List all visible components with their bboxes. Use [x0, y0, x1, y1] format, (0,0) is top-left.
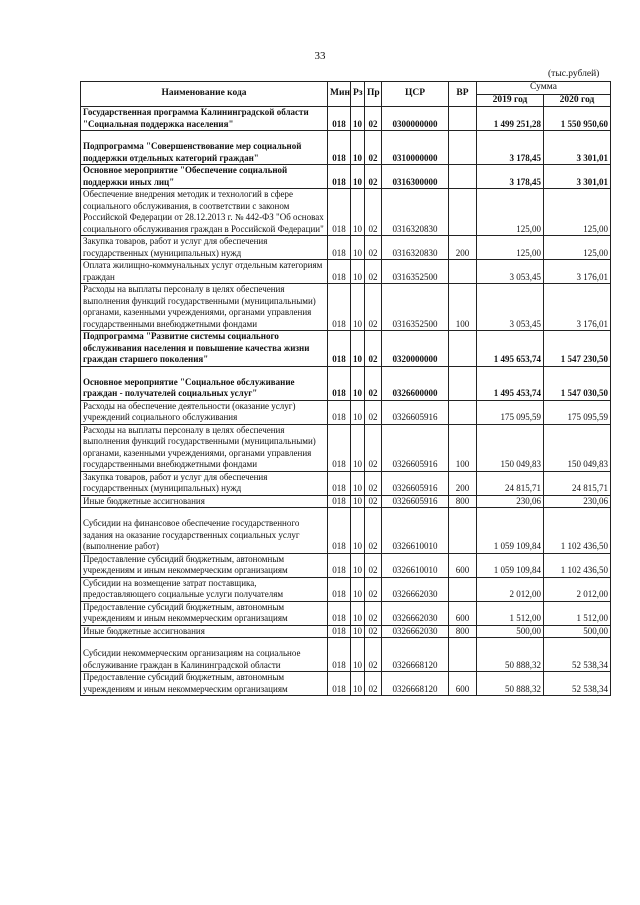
- row-2020: 3 176,01: [544, 260, 611, 284]
- row-rz: 10: [351, 260, 365, 284]
- row-min: 018: [328, 553, 351, 577]
- row-rz: 10: [351, 107, 365, 131]
- row-csr: 0310000000: [382, 131, 449, 165]
- row-rz: 10: [351, 424, 365, 471]
- row-pr: 02: [365, 400, 382, 424]
- table-row: [81, 165, 611, 189]
- row-rz: 10: [351, 471, 365, 495]
- row-min: 018: [328, 260, 351, 284]
- row-2019: 230,06: [477, 495, 544, 508]
- table-row: [81, 131, 611, 165]
- row-name: Предоставление субсидий бюджетным, автономным учреждениям и иным некоммерческим организациям: [81, 672, 328, 696]
- row-min: 018: [328, 107, 351, 131]
- row-2020: 175 095,59: [544, 400, 611, 424]
- table-row: [81, 495, 611, 508]
- row-min: 018: [328, 165, 351, 189]
- row-2019: 125,00: [477, 189, 544, 236]
- row-2019: 50 888,32: [477, 672, 544, 696]
- row-rz: 10: [351, 638, 365, 672]
- row-2019: 1 495 653,74: [477, 331, 544, 367]
- row-vr: [449, 107, 477, 131]
- row-name: Иные бюджетные ассигнования: [81, 495, 328, 508]
- row-vr: [449, 508, 477, 554]
- units-label: (тыс.рублей): [548, 69, 600, 79]
- row-name: Расходы на обеспечение деятельности (оказание услуг) учреждений социального обслуживания: [81, 400, 328, 424]
- row-min: 018: [328, 625, 351, 638]
- row-2020: 1 102 436,50: [544, 553, 611, 577]
- row-csr: 0326662030: [382, 577, 449, 601]
- row-2020: 3 301,01: [544, 165, 611, 189]
- budget-table: [80, 81, 611, 696]
- row-min: 018: [328, 577, 351, 601]
- row-2020: 1 512,00: [544, 601, 611, 625]
- row-2020: 24 815,71: [544, 471, 611, 495]
- row-name: Закупка товаров, работ и услуг для обеспечения государственных (муниципальных) нужд: [81, 236, 328, 260]
- table-row: [81, 577, 611, 601]
- table-row: [81, 471, 611, 495]
- header-min: Мин: [328, 82, 351, 107]
- row-pr: 02: [365, 601, 382, 625]
- row-csr: 0316352500: [382, 284, 449, 331]
- row-csr: 0326610010: [382, 553, 449, 577]
- row-pr: 02: [365, 672, 382, 696]
- row-name: Обеспечение внедрения методик и технологий в сфере социального обслуживания, в соответствии с законом Российской Федерации от 28.12.2013 г. № 442-ФЗ "Об основах социального обслуживания граждан в Российской Федерации": [81, 189, 328, 236]
- row-pr: 02: [365, 284, 382, 331]
- table-row: [81, 331, 611, 367]
- row-rz: 10: [351, 495, 365, 508]
- row-2020: 125,00: [544, 189, 611, 236]
- row-name: Оплата жилищно-коммунальных услуг отдельным категориям граждан: [81, 260, 328, 284]
- row-2020: 1 102 436,50: [544, 508, 611, 554]
- row-rz: 10: [351, 284, 365, 331]
- table-row: [81, 236, 611, 260]
- row-min: 018: [328, 672, 351, 696]
- row-csr: 0326605916: [382, 471, 449, 495]
- row-name: Иные бюджетные ассигнования: [81, 625, 328, 638]
- row-vr: [449, 260, 477, 284]
- row-pr: 02: [365, 638, 382, 672]
- table-row: [81, 107, 611, 131]
- row-vr: [449, 400, 477, 424]
- row-rz: 10: [351, 366, 365, 400]
- row-name: Субсидии на финансовое обеспечение государственного задания на оказание государственных социальных услуг (выполнение работ): [81, 508, 328, 554]
- row-vr: [449, 165, 477, 189]
- table-body: [81, 107, 611, 696]
- row-csr: 0316320830: [382, 189, 449, 236]
- header-2020: 2020 год: [544, 94, 611, 107]
- row-vr: 100: [449, 284, 477, 331]
- row-rz: 10: [351, 577, 365, 601]
- row-csr: 0326605916: [382, 400, 449, 424]
- row-rz: 10: [351, 400, 365, 424]
- row-2020: 52 538,34: [544, 672, 611, 696]
- row-csr: 0320000000: [382, 331, 449, 367]
- row-csr: 0326662030: [382, 601, 449, 625]
- row-2019: 2 012,00: [477, 577, 544, 601]
- table-row: [81, 424, 611, 471]
- row-pr: 02: [365, 471, 382, 495]
- row-csr: 0326662030: [382, 625, 449, 638]
- row-2019: 1 499 251,28: [477, 107, 544, 131]
- table-row: [81, 260, 611, 284]
- row-pr: 02: [365, 495, 382, 508]
- row-pr: 02: [365, 577, 382, 601]
- row-2020: 1 550 950,60: [544, 107, 611, 131]
- header-csr: ЦСР: [382, 82, 449, 107]
- row-name: Закупка товаров, работ и услуг для обеспечения государственных (муниципальных) нужд: [81, 471, 328, 495]
- row-2020: 125,00: [544, 236, 611, 260]
- row-rz: 10: [351, 165, 365, 189]
- header-rz: Рз: [351, 82, 365, 107]
- row-2019: 3 053,45: [477, 260, 544, 284]
- table-row: [81, 366, 611, 400]
- row-vr: 600: [449, 601, 477, 625]
- header-sum: Сумма: [477, 82, 611, 95]
- row-csr: 0326605916: [382, 424, 449, 471]
- header-name: Наименование кода: [81, 82, 328, 107]
- row-rz: 10: [351, 625, 365, 638]
- row-pr: 02: [365, 189, 382, 236]
- row-2020: 2 012,00: [544, 577, 611, 601]
- row-name: Подпрограмма "Совершенствование мер социальной поддержки отдельных категорий граждан": [81, 131, 328, 165]
- row-min: 018: [328, 189, 351, 236]
- row-min: 018: [328, 508, 351, 554]
- row-csr: 0326668120: [382, 638, 449, 672]
- row-vr: 200: [449, 471, 477, 495]
- row-min: 018: [328, 366, 351, 400]
- row-rz: 10: [351, 189, 365, 236]
- row-min: 018: [328, 400, 351, 424]
- row-rz: 10: [351, 601, 365, 625]
- row-pr: 02: [365, 131, 382, 165]
- page-number: 33: [314, 50, 326, 62]
- row-pr: 02: [365, 508, 382, 554]
- row-rz: 10: [351, 553, 365, 577]
- row-2019: 3 178,45: [477, 165, 544, 189]
- table-row: [81, 189, 611, 236]
- row-min: 018: [328, 284, 351, 331]
- row-name: Расходы на выплаты персоналу в целях обеспечения выполнения функций государственными (муниципальными) органами, казенными учреждениями, органами управления государственными внебюджетными фондами: [81, 424, 328, 471]
- row-rz: 10: [351, 508, 365, 554]
- row-2019: 50 888,32: [477, 638, 544, 672]
- row-csr: 0326605916: [382, 495, 449, 508]
- row-2020: 1 547 030,50: [544, 366, 611, 400]
- table-row: [81, 553, 611, 577]
- row-csr: 0326610010: [382, 508, 449, 554]
- row-2019: 1 059 109,84: [477, 508, 544, 554]
- row-csr: 0300000000: [382, 107, 449, 131]
- row-2019: 500,00: [477, 625, 544, 638]
- table-row: [81, 672, 611, 696]
- row-2019: 1 512,00: [477, 601, 544, 625]
- table-row: [81, 400, 611, 424]
- row-vr: 100: [449, 424, 477, 471]
- row-pr: 02: [365, 625, 382, 638]
- row-vr: 600: [449, 672, 477, 696]
- row-rz: 10: [351, 331, 365, 367]
- row-2020: 500,00: [544, 625, 611, 638]
- row-min: 018: [328, 495, 351, 508]
- row-name: Субсидии на возмещение затрат поставщика, предоставляющего социальные услуги получателям: [81, 577, 328, 601]
- row-2019: 150 049,83: [477, 424, 544, 471]
- header-vr: ВР: [449, 82, 477, 107]
- row-2020: 52 538,34: [544, 638, 611, 672]
- row-2019: 24 815,71: [477, 471, 544, 495]
- row-pr: 02: [365, 107, 382, 131]
- row-vr: [449, 366, 477, 400]
- row-pr: 02: [365, 424, 382, 471]
- row-csr: 0316300000: [382, 165, 449, 189]
- row-pr: 02: [365, 260, 382, 284]
- row-csr: 0316320830: [382, 236, 449, 260]
- row-name: Основное мероприятие "Социальное обслуживание граждан - получателей социальных услуг": [81, 366, 328, 400]
- row-min: 018: [328, 471, 351, 495]
- row-2019: 125,00: [477, 236, 544, 260]
- row-2019: 1 059 109,84: [477, 553, 544, 577]
- row-2020: 230,06: [544, 495, 611, 508]
- row-min: 018: [328, 236, 351, 260]
- row-2019: 3 053,45: [477, 284, 544, 331]
- row-vr: 600: [449, 553, 477, 577]
- row-rz: 10: [351, 672, 365, 696]
- row-name: Предоставление субсидий бюджетным, автономным учреждениям и иным некоммерческим организациям: [81, 601, 328, 625]
- row-csr: 0326600000: [382, 366, 449, 400]
- row-2020: 3 301,01: [544, 131, 611, 165]
- row-2019: 3 178,45: [477, 131, 544, 165]
- table-row: [81, 284, 611, 331]
- row-name: Предоставление субсидий бюджетным, автономным учреждениям и иным некоммерческим организациям: [81, 553, 328, 577]
- row-2020: 150 049,83: [544, 424, 611, 471]
- row-rz: 10: [351, 131, 365, 165]
- header-2019: 2019 год: [477, 94, 544, 107]
- row-2020: 1 547 230,50: [544, 331, 611, 367]
- row-pr: 02: [365, 331, 382, 367]
- row-pr: 02: [365, 553, 382, 577]
- row-min: 018: [328, 331, 351, 367]
- row-name: Государственная программа Калининградской области "Социальная поддержка населения": [81, 107, 328, 131]
- table-row: [81, 638, 611, 672]
- row-pr: 02: [365, 366, 382, 400]
- header-pr: Пр: [365, 82, 382, 107]
- row-2020: 3 176,01: [544, 284, 611, 331]
- row-vr: 800: [449, 625, 477, 638]
- row-pr: 02: [365, 236, 382, 260]
- row-2019: 1 495 453,74: [477, 366, 544, 400]
- row-2019: 175 095,59: [477, 400, 544, 424]
- row-vr: [449, 189, 477, 236]
- row-min: 018: [328, 638, 351, 672]
- row-name: Субсидии некоммерческим организациям на социальное обслуживание граждан в Калининградской области: [81, 638, 328, 672]
- row-csr: 0316352500: [382, 260, 449, 284]
- row-vr: 200: [449, 236, 477, 260]
- table-row: [81, 601, 611, 625]
- row-vr: [449, 638, 477, 672]
- row-rz: 10: [351, 236, 365, 260]
- row-name: Расходы на выплаты персоналу в целях обеспечения выполнения функций государственными (муниципальными) органами, казенными учреждениями, органами управления государственными внебюджетными фондами: [81, 284, 328, 331]
- row-vr: [449, 331, 477, 367]
- row-name: Основное мероприятие "Обеспечение социальной поддержки иных лиц": [81, 165, 328, 189]
- row-min: 018: [328, 601, 351, 625]
- row-csr: 0326668120: [382, 672, 449, 696]
- row-vr: [449, 131, 477, 165]
- row-vr: 800: [449, 495, 477, 508]
- row-min: 018: [328, 424, 351, 471]
- table-row: [81, 625, 611, 638]
- row-min: 018: [328, 131, 351, 165]
- row-name: Подпрограмма "Развитие системы социального обслуживания населения и повышение качества жизни граждан старшего поколения": [81, 331, 328, 367]
- row-vr: [449, 577, 477, 601]
- row-pr: 02: [365, 165, 382, 189]
- table-row: [81, 508, 611, 554]
